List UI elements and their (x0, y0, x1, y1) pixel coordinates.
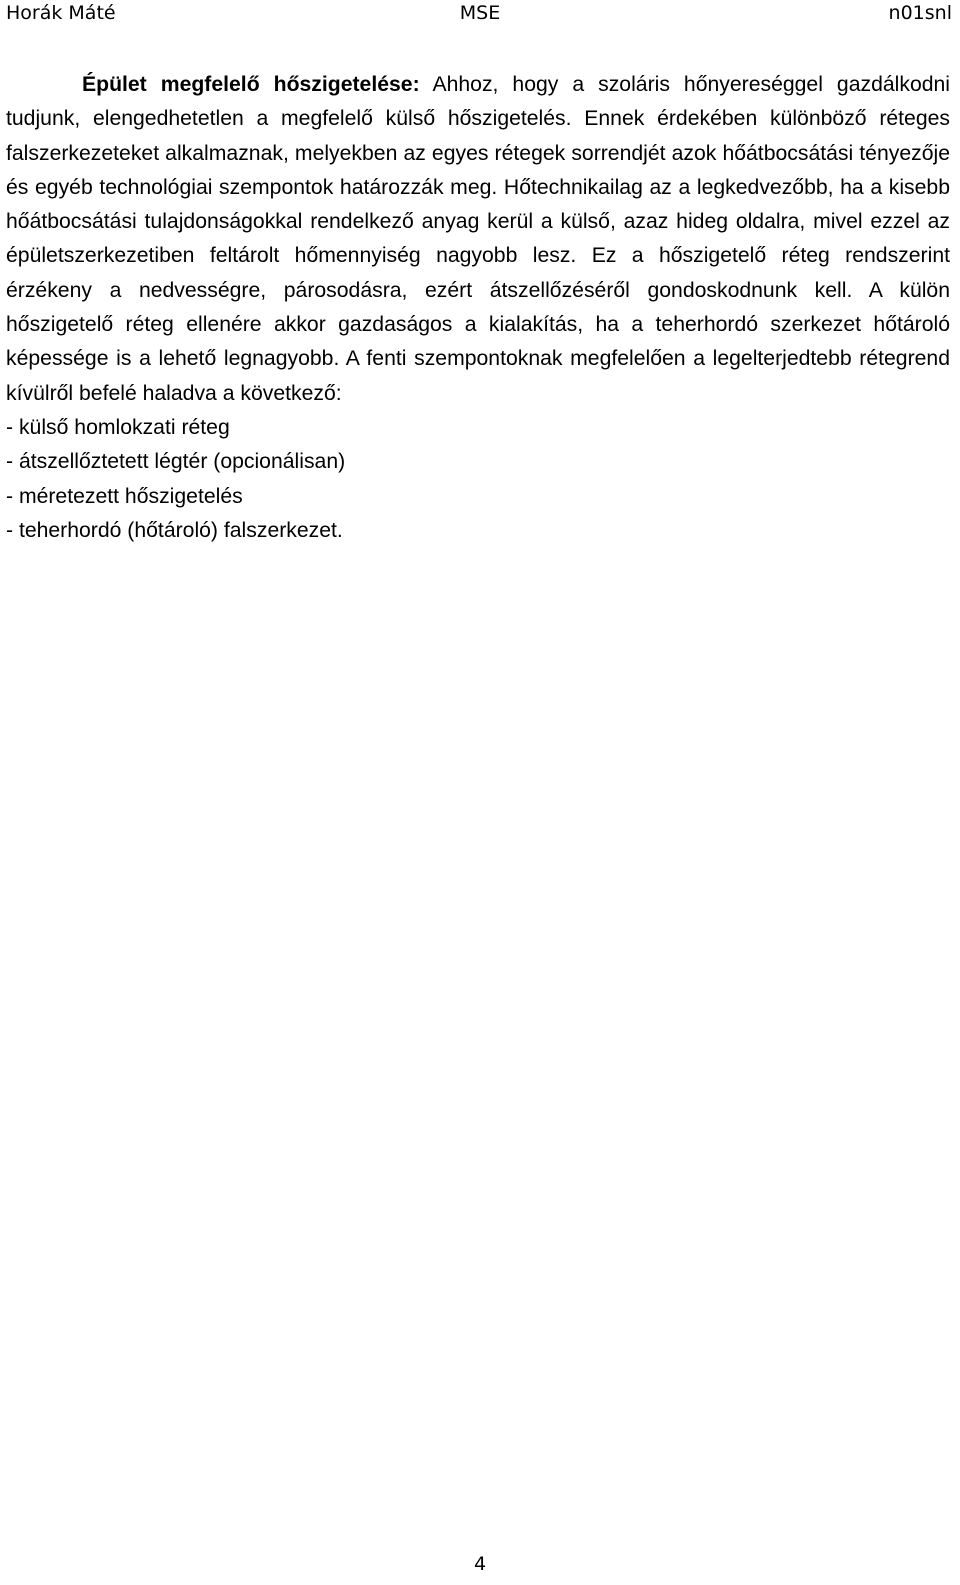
paragraph-text: Ahhoz, hogy a szoláris hőnyereséggel gazdálkodni tudjunk, elengedhetetlen a megfelelő külső hőszigetelés. Ennek érdekében különböző réteges falszerkezeteket alkalmaznak, melyekben az egyes rétegek sorrendjét azok hőátbocsátási tényezője és egyéb technológiai szempontok határozzák meg. Hőtechnikailag az a legkedvezőbb, ha a kisebb hőátbocsátási tulajdonságokkal rendelkező anyag kerül a külső, azaz hideg oldalra, mivel ezzel az épületszerkezetiben feltárolt hőmennyiség nagyobb lesz. Ez a hőszigetelő réteg rendszerint érzékeny a nedvességre, párosodásra, ezért átszellőzéséről gondoskodnunk kell. A külön hőszigetelő réteg ellenére akkor gazdaságos a kialakítás, ha a teherhordó szerkezet hőtároló képessége is a lehető legnagyobb. A fenti szempontoknak megfelelően a legelterjedtebb rétegrend kívülről befelé haladva a következő: (6, 73, 950, 405)
document-body (6, 68, 950, 548)
header-code: n01snl (888, 2, 952, 24)
layer-list (6, 411, 950, 548)
list-item: - külső homlokzati réteg (6, 415, 230, 439)
list-item: - méretezett hőszigetelés (6, 484, 243, 508)
list-item: - teherhordó (hőtároló) falszerkezet. (6, 518, 343, 542)
page-number: 4 (473, 1553, 487, 1575)
page-header (0, 0, 960, 30)
section-heading: Épület megfelelő hőszigetelése: (82, 73, 420, 96)
list-item: - átszellőztetett légtér (opcionálisan) (6, 450, 346, 474)
header-institution: MSE (459, 2, 501, 24)
main-paragraph (6, 68, 950, 411)
header-author: Horák Máté (6, 2, 116, 24)
